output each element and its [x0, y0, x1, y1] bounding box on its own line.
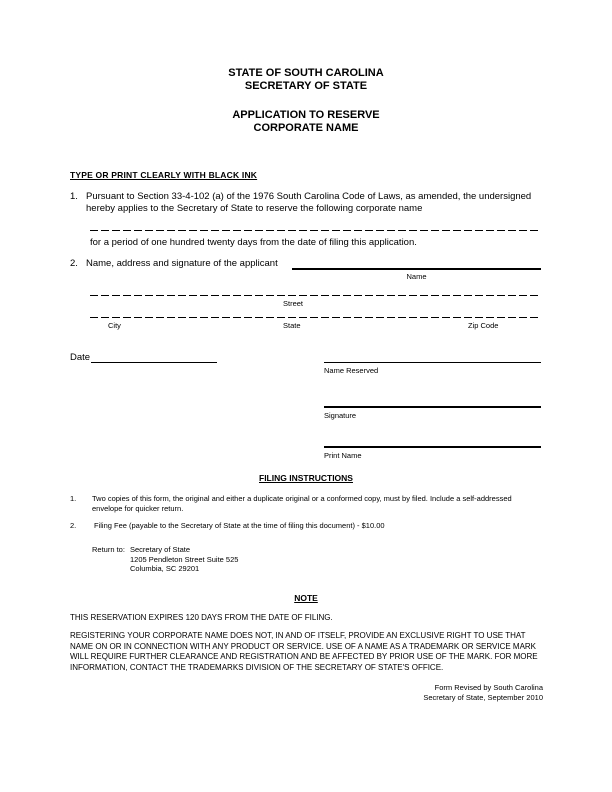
state-heading-line2: SECRETARY OF STATE — [244, 80, 368, 92]
note-paragraph: REGISTERING YOUR CORPORATE NAME DOES NOT, IN AND OF ITSELF, PROVIDE AN EXCLUSIVE RIGHT TO USE THAT NAME ON OR IN CONNECTION WITH ANY PRODUCT OR SERVICE. USE OF A NAME AS A TRADEMARK OR SERVICE MARK WILL REQUIRE FURTHER CLEARANCE AND REGISTRATION AND BE AFFECTED BY PRIOR USE OF THE MARK. FOR MORE INFORMATION, CONTACT THE TRADEMARKS DIVISION OF THE SECRETARY OF STATE'S OFFICE. — [70, 631, 538, 672]
street-label: Street — [283, 299, 304, 308]
form-revision-footer — [423, 683, 543, 703]
form-title-line2: CORPORATE NAME — [253, 122, 359, 134]
signature-field[interactable] — [324, 406, 541, 408]
street-field[interactable] — [90, 294, 541, 296]
date-label: Date — [70, 352, 91, 363]
date-field[interactable] — [91, 362, 217, 363]
return-to-label: Return to: — [92, 545, 125, 554]
name-reserved-field[interactable] — [324, 362, 541, 363]
footer-line2: Secretary of State, September 2010 — [423, 693, 543, 702]
filing-item2-text: Filing Fee (payable to the Secretary of State at the time of filing this document) - $10.00 — [94, 521, 385, 530]
zip-code-label: Zip Code — [468, 321, 499, 330]
corporate-name-field[interactable] — [90, 229, 541, 231]
filing-item1-number: 1. — [70, 494, 77, 503]
filing-item2-number: 2. — [70, 521, 77, 530]
print-name-field[interactable] — [324, 446, 541, 448]
city-state-zip-field[interactable] — [90, 316, 541, 318]
type-or-print-banner: TYPE OR PRINT CLEARLY WITH BLACK INK — [70, 170, 258, 180]
applicant-name-field[interactable] — [292, 268, 541, 270]
return-address-line3: Columbia, SC 29201 — [130, 564, 200, 573]
item1-text: Pursuant to Section 33-4-102 (a) of the 1976 South Carolina Code of Laws, as amended, the undersigned hereby applies to the Secretary of State to reserve the following corporate name — [86, 191, 532, 214]
state-heading-line1: STATE OF SOUTH CAROLINA — [228, 67, 384, 79]
applicant-name-label: Name — [406, 272, 427, 281]
document-header — [0, 67, 612, 135]
name-reserved-label: Name Reserved — [324, 366, 379, 375]
return-address-line2: 1205 Pendleton Street Suite 525 — [130, 554, 239, 564]
city-label: City — [108, 321, 121, 330]
form-title-line1: APPLICATION TO RESERVE — [232, 109, 380, 121]
return-address-line1: Secretary of State — [130, 545, 191, 554]
item1-suffix: for a period of one hundred twenty days from the date of filing this application. — [90, 237, 417, 248]
item2-text: Name, address and signature of the applicant — [86, 258, 278, 269]
item2-number: 2. — [70, 258, 78, 269]
print-name-label: Print Name — [324, 451, 362, 460]
note-heading: NOTE — [294, 593, 318, 603]
return-address — [130, 545, 238, 574]
filing-item1-text: Two copies of this form, the original and either a duplicate original or a conformed copy, must by filed. Include a self-addressed envelope for quicker return. — [92, 494, 512, 513]
note-expiration: THIS RESERVATION EXPIRES 120 DAYS FROM THE DATE OF FILING. — [70, 613, 333, 622]
signature-label: Signature — [324, 411, 357, 420]
footer-line1: Form Revised by South Carolina — [434, 683, 543, 692]
filing-instructions-heading: FILING INSTRUCTIONS — [259, 473, 353, 483]
state-label: State — [283, 321, 301, 330]
item1-number: 1. — [70, 191, 78, 202]
